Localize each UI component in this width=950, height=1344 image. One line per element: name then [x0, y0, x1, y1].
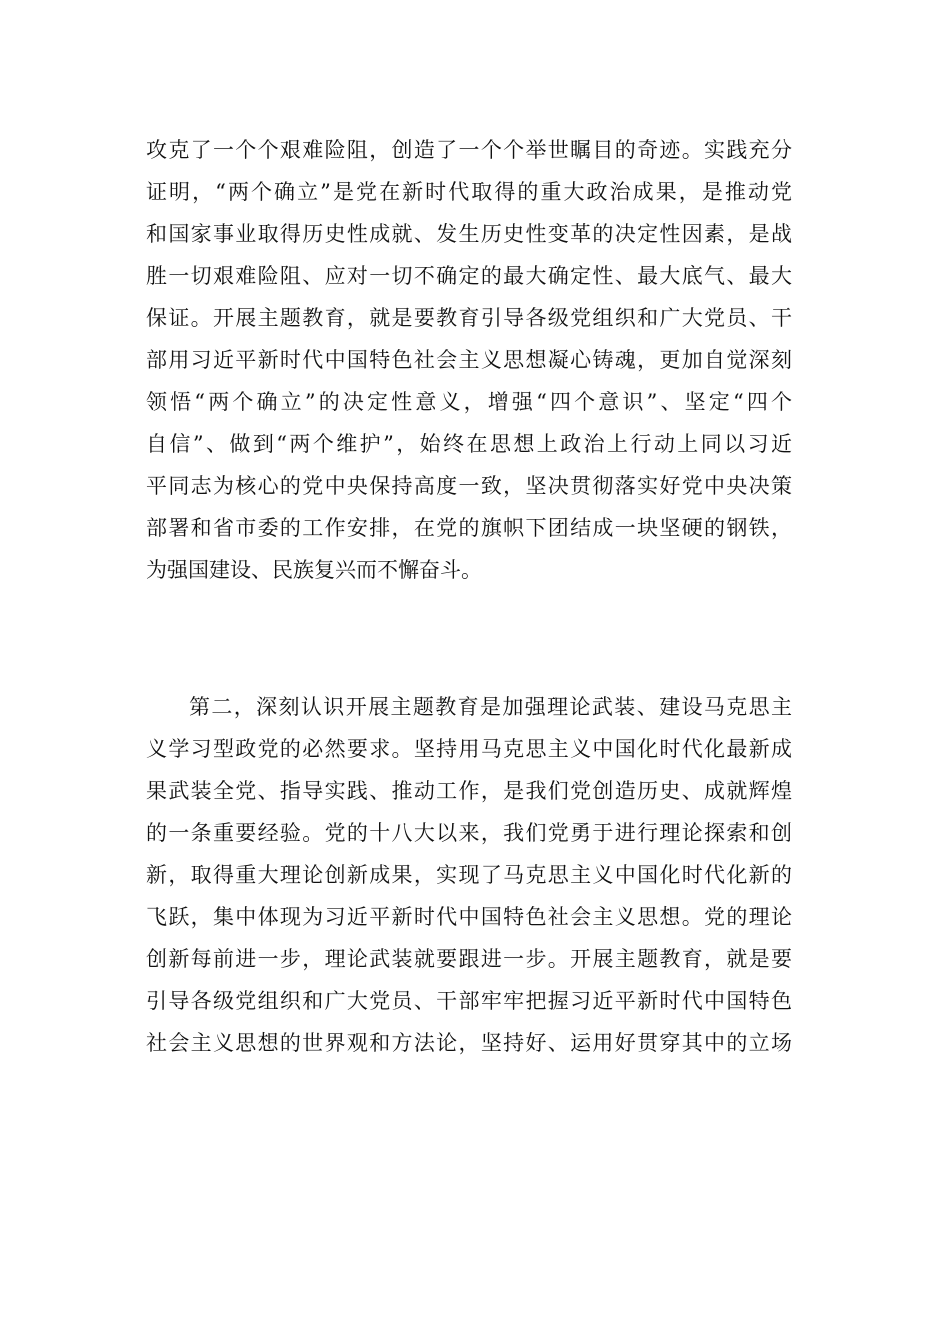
text-line: 为强国建设、民族复兴而不懈奋斗。: [146, 558, 482, 582]
text-line: 领悟“两个确立”的决定性意义，增强“四个意识”、坚定“四个: [146, 390, 792, 414]
text-line: 新，取得重大理论创新成果，实现了马克思主义中国化时代化新的: [146, 863, 792, 887]
text-line: 的一条重要经验。党的十八大以来，我们党勇于进行理论探索和创: [146, 821, 792, 845]
text-line: 第二，深刻认识开展主题教育是加强理论武装、建设马克思主: [189, 695, 792, 719]
text-line: 部用习近平新时代中国特色社会主义思想凝心铸魂，更加自觉深刻: [146, 348, 792, 372]
paragraph-2: [146, 686, 792, 1064]
text-line: 保证。开展主题教育，就是要教育引导各级党组织和广大党员、干: [146, 306, 792, 330]
text-line: 证明，“两个确立”是党在新时代取得的重大政治成果，是推动党: [146, 180, 792, 204]
text-line: 果武装全党、指导实践、推动工作，是我们党创造历史、成就辉煌: [146, 779, 792, 803]
text-line: 自信”、做到“两个维护”，始终在思想上政治上行动上同以习近: [146, 432, 792, 456]
text-line: 胜一切艰难险阻、应对一切不确定的最大确定性、最大底气、最大: [146, 264, 792, 288]
text-line: 创新每前进一步，理论武装就要跟进一步。开展主题教育，就是要: [146, 947, 792, 971]
text-line: 部署和省市委的工作安排，在党的旗帜下团结成一块坚硬的钢铁，: [146, 516, 792, 540]
text-line: 飞跃，集中体现为习近平新时代中国特色社会主义思想。党的理论: [146, 905, 792, 929]
text-line: 引导各级党组织和广大党员、干部牢牢把握习近平新时代中国特色: [146, 989, 792, 1013]
text-line: 社会主义思想的世界观和方法论，坚持好、运用好贯穿其中的立场: [146, 1031, 792, 1055]
text-line: 和国家事业取得历史性成就、发生历史性变革的决定性因素，是战: [146, 222, 792, 246]
text-line: 攻克了一个个艰难险阻，创造了一个个举世瞩目的奇迹。实践充分: [146, 138, 792, 162]
paragraph-1: [146, 129, 792, 591]
text-line: 义学习型政党的必然要求。坚持用马克思主义中国化时代化最新成: [146, 737, 792, 761]
text-line: 平同志为核心的党中央保持高度一致，坚决贯彻落实好党中央决策: [146, 474, 792, 498]
